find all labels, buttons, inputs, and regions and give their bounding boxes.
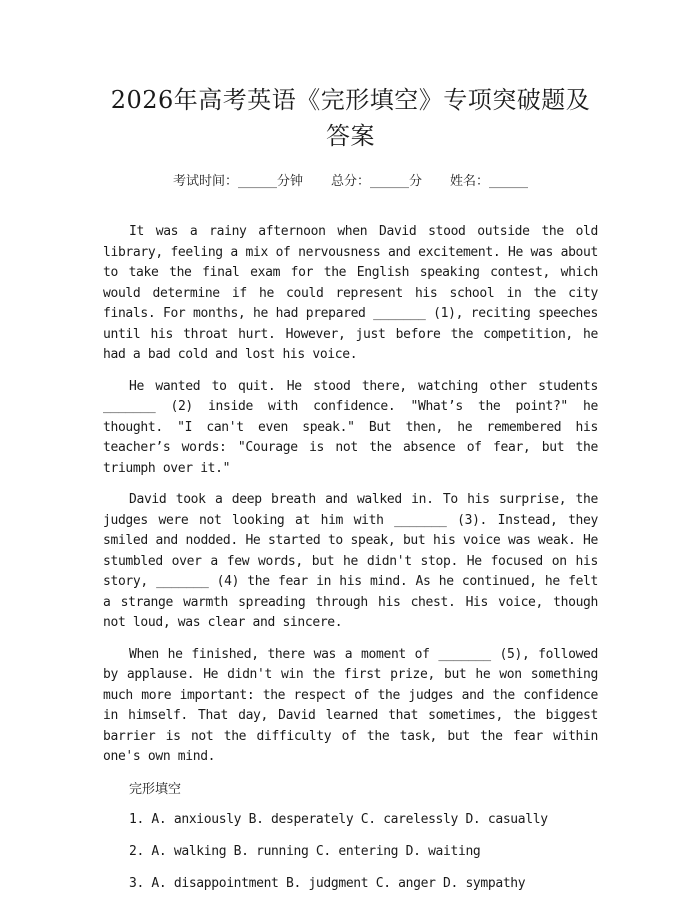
question-item-1: 1. A. anxiously B. desperately C. carelessly D. casually [129, 811, 548, 827]
question-list [129, 810, 598, 894]
exam-meta [103, 172, 598, 192]
question-item-2: 2. A. walking B. running C. entering D. waiting [129, 843, 481, 859]
exam-page [103, 82, 598, 906]
question-item-3: 3. A. disappointment B. judgment C. anger D. sympathy [129, 875, 526, 891]
passage-paragraph-2: He wanted to quit. He stood there, watching other students _______ (2) inside with confidence. "What’s the point?" he thought. "I can't even speak." But then, he remembered his teacher’s words: "Courage is not the absence of fear, but the triumph over it." [103, 378, 598, 476]
page-title: 2026年高考英语《完形填空》专项突破题及答案 [110, 86, 591, 150]
exam-time-field: 考试时间：______分钟 [172, 174, 303, 189]
section-label: 完形填空 [129, 781, 182, 797]
passage-paragraph-4: When he finished, there was a moment of _______ (5), followed by applause. He didn't win the first prize, but he won something much more important: the respect of the judges and the confidence in himself. That day, David learned that sometimes, the biggest barrier is not the difficulty of the task, but the fear within one's own mind. [103, 646, 598, 764]
exam-score-field: 总分：______分 [330, 174, 422, 189]
exam-name-field: 姓名：______ [450, 174, 529, 189]
cloze-passage [103, 222, 598, 768]
passage-paragraph-1: It was a rainy afternoon when David stood outside the old library, feeling a mix of nervousness and excitement. He was about to take the final exam for the English speaking contest, which would determine if he could represent his school in the city finals. For months, he had prepared _______ (1), reciting speeches until his throat hurt. However, just before the competition, he had a bad cold and lost his voice. [103, 224, 598, 362]
passage-paragraph-3: David took a deep breath and walked in. To his surprise, the judges were not looking at him with _______ (3). Instead, they smiled and nodded. He started to speak, but his voice was weak. He stumbled over a few words, but he didn't stop. He focused on his story, _______ (4) the fear in his mind. As he continued, he felt a strange warmth spreading through his chest. His voice, though not loud, was clear and sincere. [103, 492, 598, 630]
